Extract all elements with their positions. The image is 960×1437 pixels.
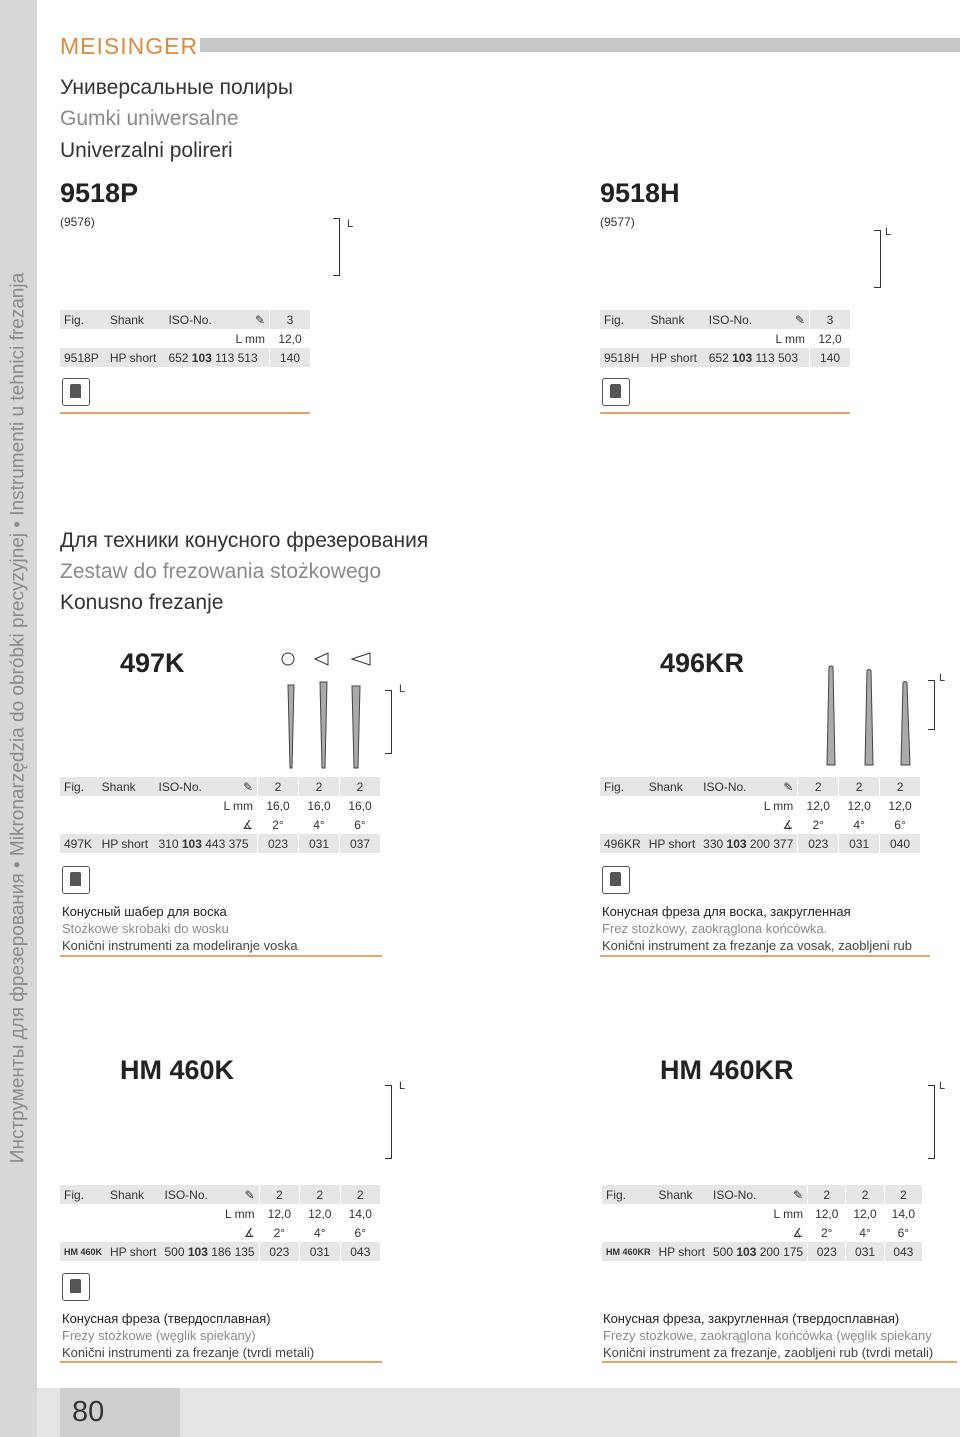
angle-value: 2°: [808, 1223, 846, 1242]
description-496kr: [602, 903, 912, 954]
pack-qty: 2: [798, 777, 839, 796]
row-shank: HP short: [646, 348, 704, 367]
pack-qty: 2: [839, 777, 880, 796]
desc-ru: Конусная фреза для воска, закругленная: [602, 904, 851, 919]
row-iso: 310 103 443 375: [155, 834, 258, 853]
lmm-value: 12,0: [810, 329, 851, 348]
row-fig: HM 460K: [60, 1242, 106, 1261]
col-shank: Shank: [645, 777, 699, 796]
tool-bit: [320, 682, 327, 768]
length-bracket: [333, 218, 340, 276]
pack-qty: 2: [259, 1185, 299, 1204]
tool-images-497k: [280, 650, 380, 770]
description-hm460k: [62, 1310, 314, 1361]
row-value: 031: [839, 834, 880, 853]
lmm-label: L mm: [773, 1206, 804, 1221]
length-mark: L: [347, 218, 354, 230]
angle-icon: ∡: [782, 817, 794, 832]
angle-value: 2°: [798, 815, 839, 834]
product-code-496kr: 496KR: [660, 648, 745, 678]
brand-logo: MEISINGER: [60, 33, 199, 59]
desc-hr: Konični instrumenti za frezanje (tvrdi metali): [62, 1345, 315, 1360]
row-value: 043: [340, 1242, 380, 1261]
lmm-value: 12,0: [259, 1204, 299, 1223]
section1-title-hr: Univerzalni polireri: [60, 139, 233, 162]
pack-qty: 2: [880, 777, 920, 796]
length-bracket: [928, 1085, 935, 1159]
spec-table-hm460k: [60, 1185, 380, 1261]
pack-icon: ✎: [225, 310, 270, 329]
divider: [600, 412, 850, 414]
pack-icon: ✎: [765, 310, 810, 329]
row-shank: HP short: [106, 348, 165, 367]
length-bracket: [385, 690, 392, 754]
pack-qty: 2: [340, 777, 381, 796]
lmm-value: 16,0: [340, 796, 381, 815]
angle-value: 6°: [340, 815, 381, 834]
col-fig: Fig.: [60, 1185, 106, 1204]
row-value: 140: [810, 348, 851, 367]
angle-value: 2°: [258, 815, 299, 834]
desc-hr: Konični instrumenti za modeliranje voska: [62, 938, 298, 953]
desc-pl: Frezy stożkowe (węglik spiekany): [62, 1328, 256, 1343]
col-iso: ISO-No.: [164, 310, 224, 329]
angle-value: 2°: [259, 1223, 299, 1242]
description-497k: [62, 903, 298, 954]
lmm-value: 12,0: [880, 796, 920, 815]
desc-ru: Конусный шабер для воска: [62, 904, 227, 919]
length-mark: L: [939, 672, 946, 684]
sterilize-icon: [602, 866, 630, 894]
row-iso: 500 103 200 175: [709, 1242, 808, 1261]
sterilize-icon: [62, 866, 90, 894]
description-hm460kr: [603, 1310, 933, 1361]
tool-bit: [901, 682, 910, 766]
section2-title-hr: Konusno frezanje: [60, 591, 224, 614]
lmm-value: 14,0: [340, 1204, 380, 1223]
lmm-value: 12,0: [846, 1204, 884, 1223]
col-fig: Fig.: [600, 777, 645, 796]
row-value: 023: [808, 1242, 846, 1261]
col-iso: ISO-No.: [709, 1185, 766, 1204]
row-shank: HP short: [655, 1242, 709, 1261]
angle-value: 4°: [846, 1223, 884, 1242]
divider: [602, 1361, 957, 1363]
product-sub-9518p: (9576): [60, 215, 95, 229]
row-value: 037: [340, 834, 381, 853]
row-value: 023: [259, 1242, 299, 1261]
lmm-value: 12,0: [300, 1204, 340, 1223]
tip-icon: [315, 653, 328, 665]
angle-value: 4°: [299, 815, 340, 834]
product-code-9518p: 9518P: [60, 178, 139, 208]
spec-table-9518p: [60, 310, 310, 367]
sidebar: [0, 0, 37, 1437]
pack-icon: ✎: [766, 1185, 808, 1204]
angle-value: 6°: [340, 1223, 380, 1242]
product-code-9518h: 9518H: [600, 178, 680, 208]
lmm-value: 12,0: [839, 796, 880, 815]
length-mark: L: [399, 1080, 406, 1092]
length-mark: L: [399, 683, 406, 695]
row-iso: 330 103 200 377: [699, 834, 798, 853]
row-fig: 496KR: [600, 834, 645, 853]
page-number: 80: [72, 1396, 105, 1428]
spec-table-hm460kr: [602, 1185, 922, 1261]
pack-qty: 2: [299, 777, 340, 796]
length-bracket: [385, 1085, 392, 1159]
length-mark: L: [885, 226, 892, 238]
col-iso: ISO-No.: [705, 310, 765, 329]
desc-ru: Конусная фреза, закругленная (твердосплавная): [603, 1311, 900, 1326]
section1-title-ru: Универсальные полиры: [60, 76, 293, 99]
row-iso: 500 103 186 135: [160, 1242, 259, 1261]
lmm-value: 16,0: [258, 796, 299, 815]
pack-icon: ✎: [217, 1185, 259, 1204]
row-fig: HM 460KR: [602, 1242, 655, 1261]
spec-table-497k: [60, 777, 380, 853]
pack-qty: 2: [258, 777, 299, 796]
desc-pl: Stożkowe skrobaki do wosku: [62, 921, 229, 936]
tool-bit: [827, 666, 835, 765]
pack-qty: 2: [340, 1185, 380, 1204]
length-mark: L: [939, 1080, 946, 1092]
pack-icon: ✎: [756, 777, 798, 796]
lmm-label: L mm: [225, 1206, 255, 1221]
row-fig: 497K: [60, 834, 98, 853]
angle-icon: ∡: [243, 1225, 255, 1240]
row-value: 031: [846, 1242, 884, 1261]
col-fig: Fig.: [602, 1185, 655, 1204]
lmm-label: L mm: [763, 798, 794, 813]
row-shank: HP short: [106, 1242, 160, 1261]
desc-hr: Konični instrument za frezanje za vosak, zaobljeni rub: [602, 938, 912, 953]
angle-value: 4°: [839, 815, 880, 834]
brand-bar: [200, 38, 960, 52]
product-code-hm460kr: HM 460KR: [660, 1055, 794, 1085]
col-iso: ISO-No.: [699, 777, 756, 796]
row-value: 043: [884, 1242, 922, 1261]
lmm-label: L mm: [775, 331, 805, 346]
col-shank: Shank: [655, 1185, 709, 1204]
sterilize-icon: [62, 378, 90, 406]
row-value: 023: [798, 834, 839, 853]
product-code-hm460k: HM 460K: [120, 1055, 235, 1085]
pack-qty: 3: [810, 310, 851, 329]
tool-bit: [288, 685, 294, 768]
row-iso: 652 103 113 503: [705, 348, 810, 367]
divider: [60, 412, 310, 414]
divider: [60, 955, 382, 957]
section2-title-ru: Для техники конусного фрезерования: [60, 529, 429, 552]
tool-bit: [865, 670, 873, 766]
row-shank: HP short: [645, 834, 699, 853]
length-bracket: [928, 680, 935, 730]
col-fig: Fig.: [60, 310, 106, 329]
pack-qty: 2: [808, 1185, 846, 1204]
lmm-value: 14,0: [884, 1204, 922, 1223]
row-value: 031: [299, 834, 340, 853]
pack-qty: 2: [300, 1185, 340, 1204]
spec-table-496kr: [600, 777, 920, 853]
desc-pl: Frezy stożkowe, zaokrąglona końcówka (węglik spiekany: [603, 1328, 932, 1343]
tool-images-496kr: [815, 665, 915, 770]
length-bracket: [874, 230, 881, 288]
row-fig: 9518P: [60, 348, 106, 367]
section1-title-pl: Gumki uniwersalne: [60, 107, 239, 130]
product-code-497k: 497K: [120, 648, 185, 678]
row-value: 140: [270, 348, 311, 367]
product-sub-9518h: (9577): [600, 215, 635, 229]
col-shank: Shank: [646, 310, 704, 329]
sterilize-icon: [62, 1273, 90, 1301]
sterilize-icon: [602, 378, 630, 406]
col-iso: ISO-No.: [155, 777, 214, 796]
section2-title-pl: Zestaw do frezowania stożkowego: [60, 560, 381, 583]
desc-ru: Конусная фреза (твердосплавная): [62, 1311, 271, 1326]
row-fig: 9518H: [600, 348, 646, 367]
lmm-value: 16,0: [299, 796, 340, 815]
lmm-value: 12,0: [798, 796, 839, 815]
row-value: 031: [300, 1242, 340, 1261]
pack-qty: 2: [884, 1185, 922, 1204]
pack-qty: 3: [270, 310, 311, 329]
pack-qty: 2: [846, 1185, 884, 1204]
col-shank: Shank: [106, 1185, 160, 1204]
angle-icon: ∡: [242, 817, 253, 832]
pack-icon: ✎: [214, 777, 258, 796]
col-fig: Fig.: [60, 777, 98, 796]
row-value: 023: [258, 834, 299, 853]
lmm-label: L mm: [235, 331, 265, 346]
row-iso: 652 103 113 513: [164, 348, 269, 367]
divider: [60, 1361, 382, 1363]
angle-value: 6°: [880, 815, 920, 834]
angle-value: 4°: [300, 1223, 340, 1242]
lmm-label: L mm: [223, 798, 253, 813]
row-shank: HP short: [98, 834, 155, 853]
col-shank: Shank: [98, 777, 155, 796]
spec-table-9518h: [600, 310, 850, 367]
col-shank: Shank: [106, 310, 165, 329]
angle-value: 6°: [884, 1223, 922, 1242]
lmm-value: 12,0: [808, 1204, 846, 1223]
tool-bit: [352, 686, 360, 768]
col-fig: Fig.: [600, 310, 646, 329]
tip-icon: [352, 653, 370, 665]
tip-icon: [282, 653, 294, 665]
sidebar-title: Инструменты для фрезерования • Mikronarzędzia do obróbki precyzyjnej • Instrumenti u tehnici frezanja: [7, 272, 29, 1164]
divider: [600, 955, 930, 957]
col-iso: ISO-No.: [160, 1185, 217, 1204]
angle-icon: ∡: [792, 1225, 804, 1240]
row-value: 040: [880, 834, 920, 853]
desc-hr: Konični instrument za frezanje, zaobljeni rub (tvrdi metali): [603, 1345, 934, 1360]
lmm-value: 12,0: [270, 329, 311, 348]
desc-pl: Frez stożkowy, zaokrąglona końcówka.: [602, 921, 828, 936]
